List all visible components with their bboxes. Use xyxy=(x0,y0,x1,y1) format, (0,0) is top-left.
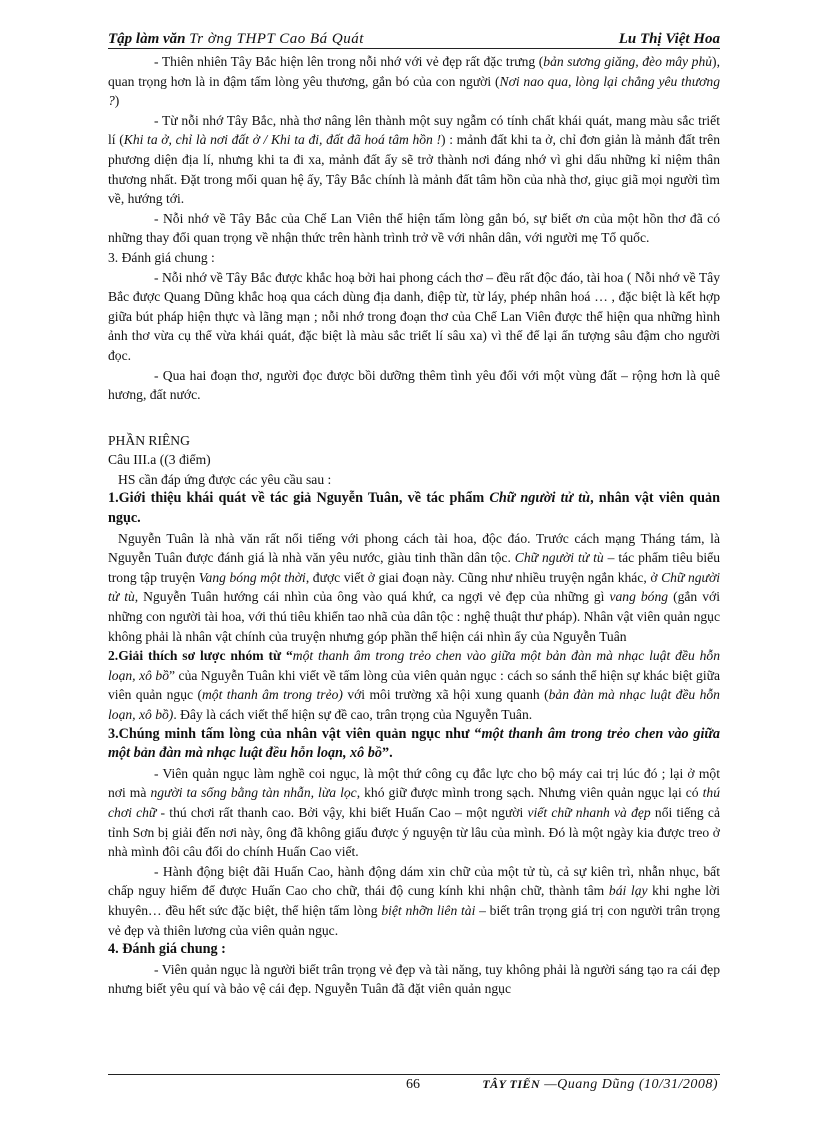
header-author: Lu Thị Việt Hoa xyxy=(618,31,720,47)
paragraph: - Nỗi nhớ về Tây Bắc được khắc hoạ bởi hai phong cách thơ – đều rất độc đáo, tài hoa ( Nỗi nhớ về Tây Bắc được Quang Dũng khắc hoạ qua cách dùng địa danh, điệp từ, từ láy, phép nhân hoá … , đặc biệt là kết hợp giữa bút pháp hiện thực và lãng mạn ; nỗi nhớ trong đoạn thơ của Chế Lan Viên được thể hiện qua những hình ảnh thơ vừa cụ thể vừa khái quát, đặc biệt là màu sắc triết lí sâu xa) vì thế để lại ấn tượng sâu đậm cho người đọc. xyxy=(108,269,720,363)
heading-2: 2.Giải thích sơ lược nhóm từ “một thanh âm trong trẻo chen vào giữa một bản đàn mà nhạc luật đều hỗn loạn, xô bồ” của Nguyễn Tuân khi viết về tấm lòng của viên quản ngục : cách so sánh thể hiện sự khác biệt giữa viên quản ngục (một thanh âm trong trẻo) với môi trường xã hội xung quanh (bản đàn mà nhạc luật đều hỗn loạn, xô bồ). Đây là cách viết thể hiện sự đề cao, trân trọng của Nguyễn Tuân. xyxy=(108,648,720,722)
paragraph: Nguyễn Tuân là nhà văn rất nổi tiếng với phong cách tài hoa, độc đáo. Trước cách mạng Tháng tám, là Nguyễn Tuân được đánh giá là nhà văn yêu nước, giàu tinh thần dân tộc. Chữ người tử tù – tác phẩm tiêu biểu trong tập truyện Vang bóng một thời, được viết ở giai đoạn này. Cũng như nhiều truyện ngắn khác, ở Chữ người tử tù, Nguyễn Tuân hướng cái nhìn của ông vào quá khứ, ca ngợi vẻ đẹp của những gì vang bóng (gắn với những con người tài hoa, với thú tiêu khiển tao nhã của dân tộc : nghệ thuật thư pháp). Nhân vật viên quản ngục không phải là nhân vật chính của truyện nhưng góp phần thể hiện cái nhìn ấy của Nguyễn Tuân xyxy=(108,530,720,644)
section-heading: 3. Đánh giá chung : xyxy=(108,249,215,265)
header-school: Tr ờng THPT Cao Bá Quát xyxy=(189,31,364,47)
heading-3: 3.Chúng minh tấm lòng của nhân vật viên quản ngục như “một thanh âm trong trẻo chen vào giữa một bản đàn mà nhạc luật đều hỗn loạn, xô bồ”. xyxy=(108,725,721,762)
part-title: PHẦN RIÊNG xyxy=(108,432,190,448)
paragraph: - Nỗi nhớ về Tây Bắc của Chế Lan Viên thể hiện tấm lòng gắn bó, sự biết ơn của một hồn thơ đã có những thay đổi quan trọng về nhận thức trên hành trình trở về với nhân dân, với người mẹ Tổ quốc. xyxy=(108,210,720,246)
paragraph: - Thiên nhiên Tây Bắc hiện lên trong nỗi nhớ với vẻ đẹp rất đặc trưng (bản sương giăng, đèo mây phủ), quan trọng hơn là in đậm tấm lòng yêu thương, gắn bó của con người (Nơi nao qua, lòng lại chẳng yêu thương ?) xyxy=(108,54,720,109)
page-number: 66 xyxy=(406,1077,420,1092)
document-body xyxy=(108,52,720,999)
page-footer xyxy=(108,1074,720,1092)
paragraph: - Viên quản ngục là người biết trân trọng vẻ đẹp và tài năng, tuy không phải là người sáng tạo ra cái đẹp nhưng biết yêu quí và bảo vệ cái đẹp. Nguyễn Tuân đã đặt viên quản ngục xyxy=(108,961,720,997)
heading-1: 1.Giới thiệu khái quát về tác giả Nguyễn Tuân, về tác phẩm Chữ người tử tù, nhân vật viên quản ngục. xyxy=(108,490,720,527)
paragraph: - Hành động biệt đãi Huấn Cao, hành động dám xin chữ của một tử tù, cả sự kiên trì, nhẫn nhục, bất chấp nguy hiểm để được Huấn Cao cho chữ, thái độ cung kính khi nhận chữ, thành tâm bái lạy khi nghe lời khuyên… đều hết sức đặc biệt, thể hiện tấm lòng biệt nhỡn liên tài – biết trân trọng giá trị con người trân trọng vẻ đẹp và thiên lương của viên quản ngục. xyxy=(108,863,720,938)
page-header xyxy=(108,26,720,49)
question-label: Câu III.a ((3 điểm) xyxy=(108,452,211,468)
heading-4: 4. Đánh giá chung : xyxy=(108,941,226,958)
header-left xyxy=(108,31,364,48)
footer-source: TÂY TIẾN —Quang Dũng (10/31/2008) xyxy=(482,1077,718,1092)
requirement-intro: HS cần đáp ứng được các yêu cầu sau : xyxy=(118,471,332,487)
paragraph: - Từ nỗi nhớ Tây Bắc, nhà thơ nâng lên thành một suy ngẫm có tính chất khái quát, mang màu sắc triết lí (Khi ta ở, chỉ là nơi đất ở / Khi ta đi, đất đã hoá tâm hồn !) : mảnh đất khi ta ở, chỉ đơn giản là mảnh đất trên phương diện địa lí, nhưng khi ta đi xa, mảnh đất ấy sẽ trở thành nơi đáng nhớ vì ghi dấu những kỉ niệm thân thương nhất. Đặt trong mối quan hệ ấy, Tây Bắc chính là mảnh đất tâm hồn của nhà thơ, giục giã mọi người tìm về, hướng tới. xyxy=(108,112,721,207)
header-subject: Tập làm văn xyxy=(108,31,186,47)
paragraph: - Qua hai đoạn thơ, người đọc được bồi dưỡng thêm tình yêu đối với một vùng đất – rộng hơn là quê hương, đất nước. xyxy=(108,367,720,403)
paragraph: - Viên quản ngục làm nghề coi ngục, là một thứ công cụ đắc lực cho bộ máy cai trị lúc đó ; lại ở một nơi mà người ta sống bằng tàn nhẫn, lừa lọc, khó giữ được mình trong sạch. Nhưng viên quản ngục lại có thú chơi chữ - thú chơi rất thanh cao. Bởi vậy, khi biết Huấn Cao – một người viết chữ nhanh và đẹp nổi tiếng cả tỉnh Sơn bị giải đến nơi này, ông đã không giấu được ý nguyện từ lâu của mình. Đó là một ngày kia được treo ở nhà mình đôi câu đối do chính Huấn Cao viết. xyxy=(108,765,721,860)
